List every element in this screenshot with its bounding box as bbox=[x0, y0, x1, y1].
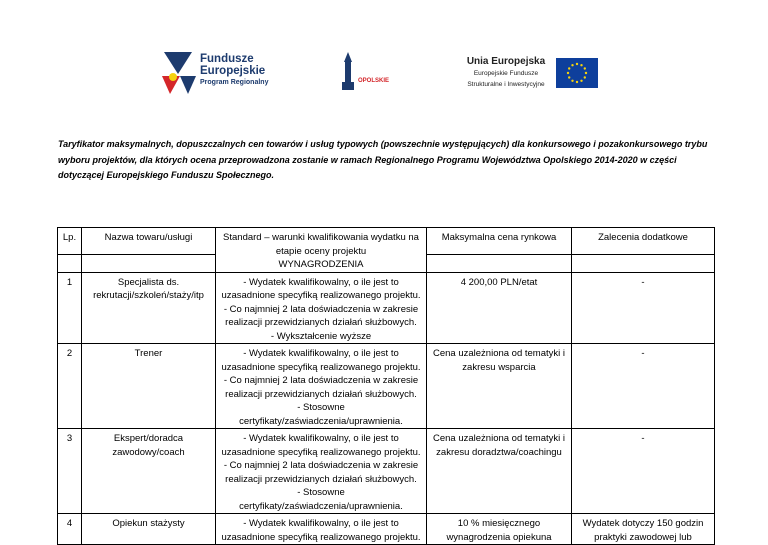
section-label: WYNAGRODZENIA bbox=[278, 259, 364, 270]
row-notes: - bbox=[572, 272, 715, 344]
row-lp: 3 bbox=[58, 429, 82, 514]
ue-logo-text bbox=[460, 56, 552, 89]
standard-line: - Co najmniej 2 lata doświadczenia w zakresie realizacji przewidzianych działań służbowych. bbox=[223, 303, 419, 328]
row-name: Opiekun stażysty bbox=[82, 514, 216, 545]
fundusze-europejskie-logo bbox=[160, 50, 280, 98]
standard-line: - Co najmniej 2 lata doświadczenia w zakresie realizacji przewidzianych działań służbowych. bbox=[223, 375, 419, 400]
header-lp: Lp. bbox=[58, 228, 82, 255]
price-table bbox=[57, 227, 715, 545]
row-standard bbox=[216, 344, 427, 429]
standard-line: - Stosowne certyfikaty/zaświadczenia/uprawnienia. bbox=[239, 402, 403, 427]
header-notes: Zalecenia dodatkowe bbox=[572, 228, 715, 255]
standard-line: - Wydatek kwalifikowalny, o ile jest to uzasadnione specyfiką realizowanego projektu. bbox=[221, 348, 421, 373]
row-notes: Wydatek dotyczy 150 godzin praktyki zawodowej lub bbox=[572, 514, 715, 545]
table-row bbox=[58, 514, 715, 545]
row-price: 4 200,00 PLN/etat bbox=[427, 272, 572, 344]
fundusze-line1: Fundusze bbox=[200, 53, 254, 65]
table-header-row bbox=[58, 228, 715, 255]
row-lp: 4 bbox=[58, 514, 82, 545]
standard-line: - Wydatek kwalifikowalny, o ile jest to uzasadnione specyfiką realizowanego projektu. bbox=[221, 518, 421, 543]
table-row bbox=[58, 344, 715, 429]
row-standard bbox=[216, 514, 427, 545]
standard-line: - Wykształcenie wyższe bbox=[270, 330, 372, 342]
row-lp: 2 bbox=[58, 344, 82, 429]
opolskie-logo bbox=[336, 50, 396, 98]
row-notes: - bbox=[572, 429, 715, 514]
ue-title: Unia Europejska bbox=[466, 56, 546, 67]
standard-line: - Stosowne certyfikaty/zaświadczenia/uprawnienia. bbox=[239, 487, 403, 512]
fundusze-line2: Europejskie bbox=[200, 65, 266, 77]
table-row bbox=[58, 272, 715, 344]
row-notes: - bbox=[572, 344, 715, 429]
standard-line: - Wydatek kwalifikowalny, o ile jest to uzasadnione specyfiką realizowanego projektu. bbox=[221, 276, 421, 301]
row-price: Cena uzależniona od tematyki i zakresu wsparcia bbox=[427, 344, 572, 429]
standard-line: - Co najmniej 2 lata doświadczenia w zakresie realizacji przewidzianych działań służbowych. bbox=[223, 460, 419, 485]
row-lp: 1 bbox=[58, 272, 82, 344]
opole-tower-icon bbox=[338, 52, 358, 92]
header-price: Maksymalna cena rynkowa bbox=[427, 228, 572, 255]
header-name: Nazwa towaru/usługi bbox=[82, 228, 216, 255]
row-name: Specjalista ds. rekrutacji/szkoleń/staży/itp bbox=[82, 272, 216, 344]
header-standard-label: Standard – warunki kwalifikowania wydatku na etapie oceny projektu bbox=[223, 232, 419, 257]
document-intro: Taryfikator maksymalnych, dopuszczalnych cen towarów i usług typowych (powszechnie występujących) dla konkursowego i pozakonkursowego trybu wyboru projektów, dla których ocena przeprowadzona zostanie w ramach Regionalnego Programu Województwa Opolskiego 2014-2020 w części dotyczącej Europejskiego Funduszu Społecznego. bbox=[58, 139, 708, 180]
eu-flag-icon bbox=[556, 58, 598, 88]
row-name: Trener bbox=[82, 344, 216, 429]
row-name: Ekspert/doradca zawodowy/coach bbox=[82, 429, 216, 514]
fundusze-mark-icon bbox=[160, 50, 198, 96]
ue-sub1: Europejskie Fundusze bbox=[473, 70, 539, 77]
fundusze-logo-text bbox=[200, 53, 268, 89]
row-price: 10 % miesięcznego wynagrodzenia opiekuna bbox=[427, 514, 572, 545]
standard-line: - Wydatek kwalifikowalny, o ile jest to uzasadnione specyfiką realizowanego projektu. bbox=[221, 433, 421, 458]
row-standard bbox=[216, 429, 427, 514]
logo-bar bbox=[0, 0, 768, 110]
row-standard bbox=[216, 272, 427, 344]
header-standard bbox=[216, 228, 427, 273]
fundusze-line3: Program Regionalny bbox=[200, 79, 269, 86]
table-row bbox=[58, 429, 715, 514]
opolskie-label: OPOLSKIE bbox=[358, 78, 390, 84]
row-price: Cena uzależniona od tematyki i zakresu doradztwa/coachingu bbox=[427, 429, 572, 514]
unia-europejska-logo bbox=[460, 48, 600, 96]
ue-sub2: Strukturalne i Inwestycyjne bbox=[467, 81, 545, 88]
